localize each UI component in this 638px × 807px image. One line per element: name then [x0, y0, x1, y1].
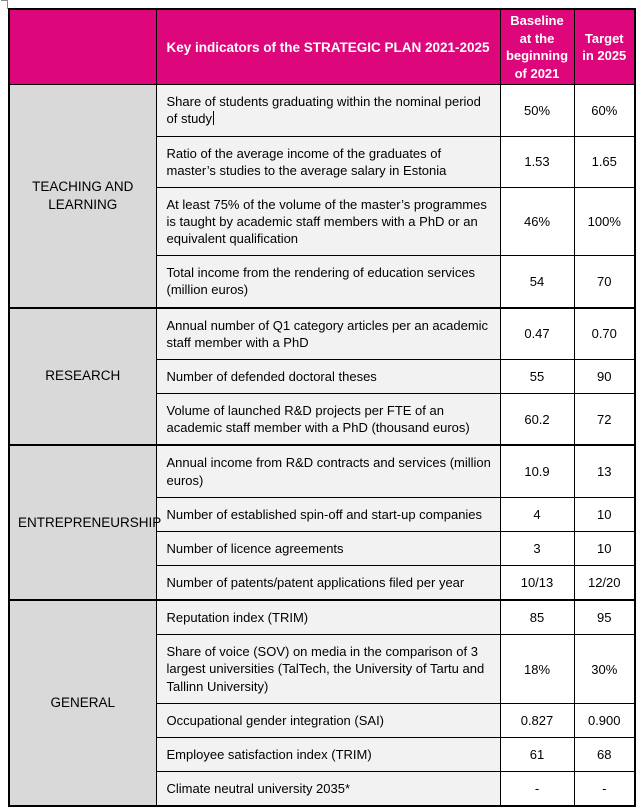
category-cell-entrepreneurship[interactable]: ENTREPRENEURSHIP	[9, 445, 156, 600]
indicator-cell[interactable]: Reputation index (TRIM)	[156, 600, 500, 635]
indicator-cell[interactable]: Share of voice (SOV) on media in the comparison of 3 largest universities (TalTech, the University of Tartu and Tallinn University)	[156, 635, 500, 703]
header-cell-target[interactable]: Target in 2025	[574, 9, 635, 85]
indicator-cell[interactable]: Annual income from R&D contracts and services (million euros)	[156, 445, 500, 497]
baseline-value-cell[interactable]: 55	[500, 359, 574, 393]
baseline-value-cell[interactable]: 18%	[500, 635, 574, 703]
text-cursor	[213, 111, 214, 125]
baseline-value-cell[interactable]: 54	[500, 256, 574, 308]
target-value-cell[interactable]: 90	[574, 359, 635, 393]
text-anchor-mark	[1, 0, 8, 9]
category-cell-research[interactable]: RESEARCH	[9, 308, 156, 446]
target-value-cell[interactable]: 72	[574, 394, 635, 446]
indicator-cell[interactable]: Number of patents/patent applications filed per year	[156, 566, 500, 601]
category-cell-general[interactable]: GENERAL	[9, 600, 156, 806]
target-value-cell[interactable]: -	[574, 772, 635, 807]
baseline-value-cell[interactable]: 0.827	[500, 703, 574, 737]
table-row	[9, 85, 635, 136]
indicator-cell[interactable]: Number of licence agreements	[156, 531, 500, 565]
target-value-cell[interactable]: 13	[574, 445, 635, 497]
indicator-cell[interactable]: Employee satisfaction index (TRIM)	[156, 737, 500, 771]
baseline-value-cell[interactable]: 85	[500, 600, 574, 635]
indicator-cell[interactable]: Total income from the rendering of education services (million euros)	[156, 256, 500, 308]
indicator-cell[interactable]: Share of students graduating within the nominal period of study	[156, 85, 500, 136]
target-value-cell[interactable]: 10	[574, 531, 635, 565]
baseline-value-cell[interactable]: 1.53	[500, 136, 574, 187]
indicator-cell[interactable]: Annual number of Q1 category articles per an academic staff member with a PhD	[156, 308, 500, 360]
indicator-cell[interactable]: Number of established spin-off and start-up companies	[156, 497, 500, 531]
baseline-value-cell[interactable]: 10.9	[500, 445, 574, 497]
target-value-cell[interactable]: 68	[574, 737, 635, 771]
indicator-cell[interactable]: Climate neutral university 2035*	[156, 772, 500, 807]
table-row	[9, 445, 635, 497]
baseline-value-cell[interactable]: 46%	[500, 187, 574, 255]
header-cell-category[interactable]	[9, 9, 156, 85]
header-cell-baseline[interactable]: Baseline at the beginning of 2021	[500, 9, 574, 85]
indicator-cell[interactable]: Occupational gender integration (SAI)	[156, 703, 500, 737]
baseline-value-cell[interactable]: -	[500, 772, 574, 807]
table-row	[9, 600, 635, 635]
target-value-cell[interactable]: 12/20	[574, 566, 635, 601]
target-value-cell[interactable]: 70	[574, 256, 635, 308]
baseline-value-cell[interactable]: 0.47	[500, 308, 574, 360]
target-value-cell[interactable]: 0.70	[574, 308, 635, 360]
category-cell-teaching-and-learning[interactable]: TEACHING AND LEARNING	[9, 85, 156, 308]
target-value-cell[interactable]: 1.65	[574, 136, 635, 187]
target-value-cell[interactable]: 95	[574, 600, 635, 635]
indicator-cell[interactable]: Volume of launched R&D projects per FTE of an academic staff member with a PhD (thousand euros)	[156, 394, 500, 446]
target-value-cell[interactable]: 10	[574, 497, 635, 531]
baseline-value-cell[interactable]: 10/13	[500, 566, 574, 601]
indicator-cell[interactable]: Number of defended doctoral theses	[156, 359, 500, 393]
indicator-cell[interactable]: At least 75% of the volume of the master’s programmes is taught by academic staff members with a PhD or an equivalent qualification	[156, 187, 500, 255]
table-body	[9, 85, 635, 807]
target-value-cell[interactable]: 30%	[574, 635, 635, 703]
target-value-cell[interactable]: 100%	[574, 187, 635, 255]
header-row	[9, 9, 635, 85]
indicator-cell[interactable]: Ratio of the average income of the graduates of master’s studies to the average salary in Estonia	[156, 136, 500, 187]
table-row	[9, 308, 635, 360]
baseline-value-cell[interactable]: 61	[500, 737, 574, 771]
baseline-value-cell[interactable]: 50%	[500, 85, 574, 136]
target-value-cell[interactable]: 0.900	[574, 703, 635, 737]
baseline-value-cell[interactable]: 4	[500, 497, 574, 531]
target-value-cell[interactable]: 60%	[574, 85, 635, 136]
baseline-value-cell[interactable]: 60.2	[500, 394, 574, 446]
strategic-plan-table	[8, 8, 636, 807]
baseline-value-cell[interactable]: 3	[500, 531, 574, 565]
header-cell-key-indicators[interactable]: Key indicators of the STRATEGIC PLAN 2021-2025	[156, 9, 500, 85]
